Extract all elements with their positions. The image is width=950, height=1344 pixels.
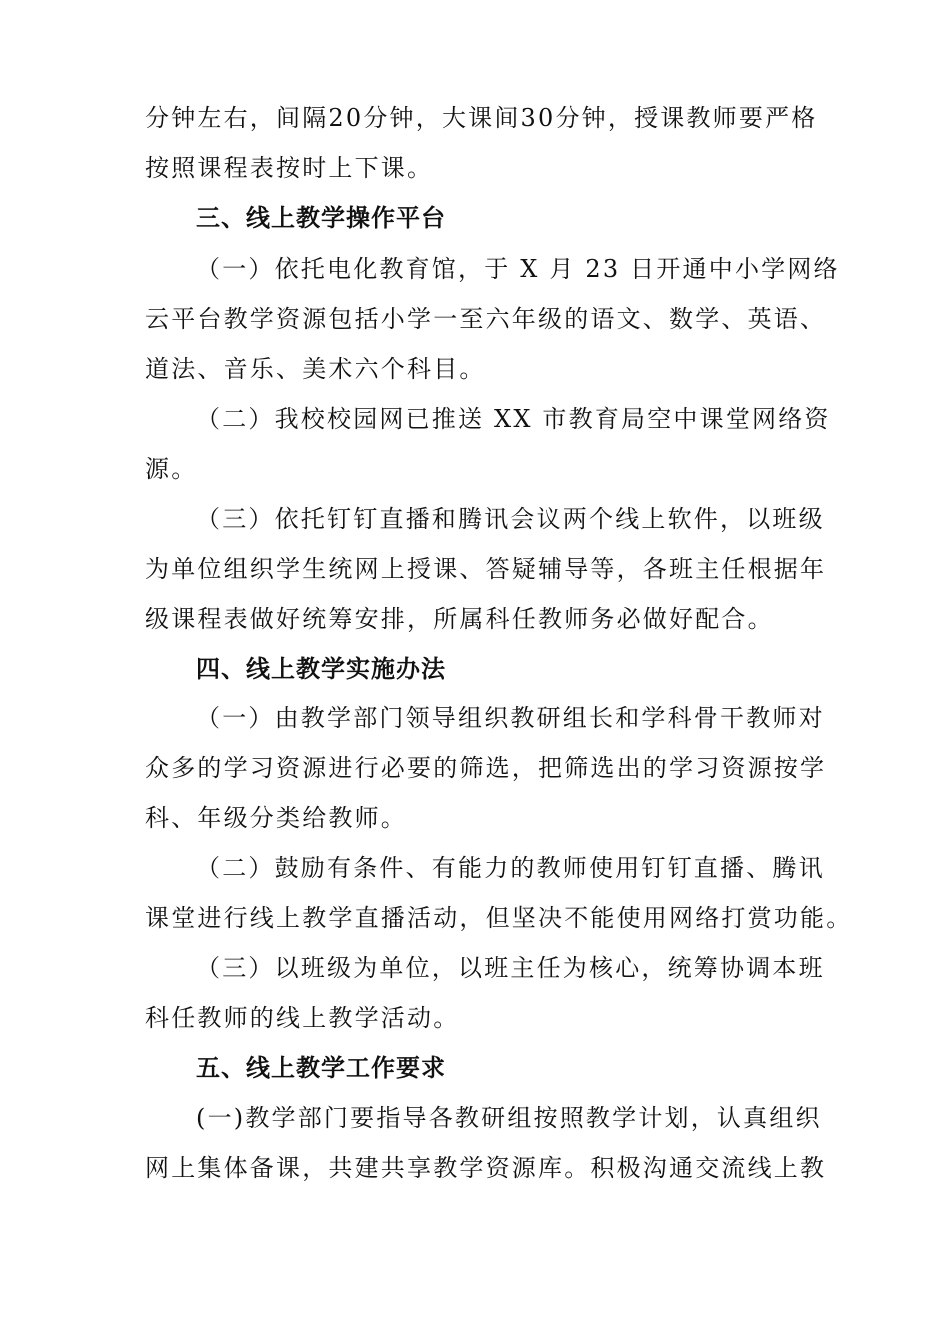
- body-line: 科任教师的线上教学活动。: [145, 1004, 460, 1032]
- body-line: 科、年级分类给教师。: [145, 804, 407, 832]
- body-line: 网上集体备课，共建共享教学资源库。积极沟通交流线上教: [145, 1154, 827, 1182]
- body-line: 分钟左右，间隔20分钟，大课间30分钟，授课教师要严格: [145, 104, 818, 132]
- body-line: 源。: [145, 455, 198, 483]
- body-line: 云平台教学资源包括小学一至六年级的语文、数学、英语、: [145, 305, 827, 333]
- body-line: (一)教学部门要指导各教研组按照教学计划，认真组织: [196, 1104, 822, 1132]
- section-heading-5: 五、线上教学工作要求: [196, 1054, 446, 1082]
- section-heading-4: 四、线上教学实施办法: [196, 655, 446, 683]
- body-line: 道法、音乐、美术六个科目。: [145, 355, 486, 383]
- body-line: 按照课程表按时上下课。: [145, 154, 434, 182]
- body-line: （二）我校校园网已推送 XX 市教育局空中课堂网络资: [196, 405, 831, 433]
- body-line: 课堂进行线上教学直播活动，但坚决不能使用网络打赏功能。: [145, 904, 853, 932]
- section-heading-3: 三、线上教学操作平台: [196, 204, 446, 232]
- body-line: （三）依托钉钉直播和腾讯会议两个线上软件，以班级: [196, 505, 825, 533]
- body-line: 为单位组织学生统网上授课、答疑辅导等，各班主任根据年: [145, 555, 827, 583]
- body-line: （二）鼓励有条件、有能力的教师使用钉钉直播、腾讯: [196, 854, 825, 882]
- body-line: （一）由教学部门领导组织教研组长和学科骨干教师对: [196, 704, 825, 732]
- body-line: 级课程表做好统筹安排，所属科任教师务必做好配合。: [145, 605, 774, 633]
- body-line: （一）依托电化教育馆，于 X 月 23 日开通中小学网络: [196, 255, 840, 283]
- body-line: 众多的学习资源进行必要的筛选，把筛选出的学习资源按学: [145, 754, 827, 782]
- body-line: （三）以班级为单位，以班主任为核心，统筹协调本班: [196, 954, 825, 982]
